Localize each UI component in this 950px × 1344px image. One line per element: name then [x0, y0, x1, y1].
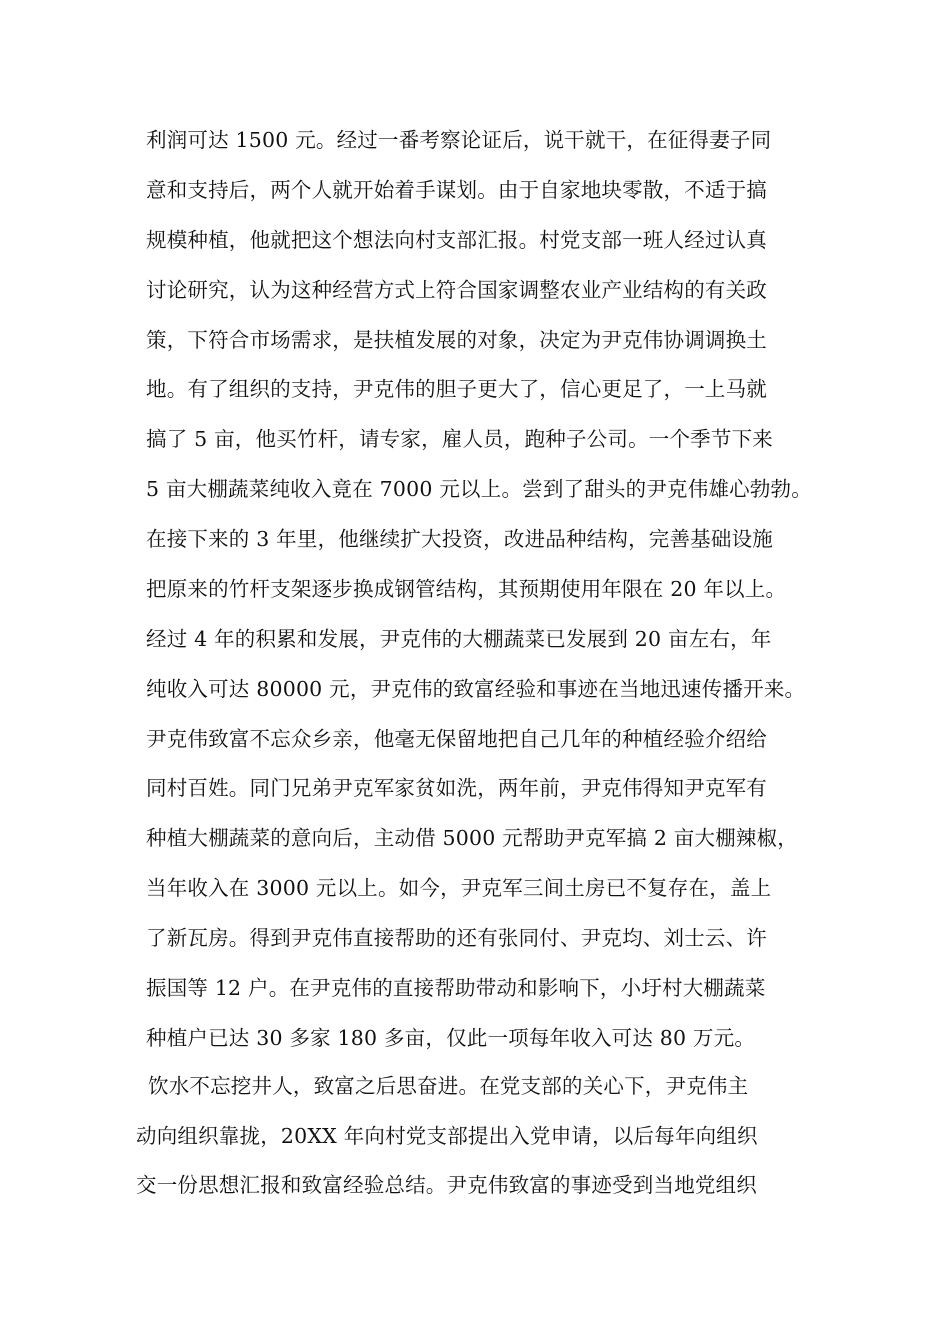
text-line: 交一份思想汇报和致富经验总结。尹克伟致富的事迹受到当地党组织 [136, 1173, 757, 1197]
text-line: 策，下符合市场需求，是扶植发展的对象，决定为尹克伟协调调换土 [146, 328, 767, 352]
text-line: 规模种植，他就把这个想法向村支部汇报。村党支部一班人经过认真 [146, 228, 767, 252]
text-line: 动向组织靠拢，20XX 年向村党支部提出入党申请，以后每年向组织 [136, 1124, 758, 1148]
text-line: 搞了 5 亩，他买竹杆，请专家，雇人员，跑种子公司。一个季节下来 [146, 427, 773, 451]
text-line: 当年收入在 3000 元以上。如今，尹克军三间土房已不复存在，盖上 [146, 876, 772, 900]
text-line: 同村百姓。同门兄弟尹克军家贫如洗，两年前，尹克伟得知尹克军有 [146, 776, 767, 800]
text-line: 饮水不忘挖井人，致富之后思奋进。在党支部的关心下，尹克伟主 [148, 1074, 749, 1098]
text-line: 在接下来的 3 年里，他继续扩大投资，改进品种结构，完善基础设施 [146, 527, 773, 551]
text-line: 振国等 12 户。在尹克伟的直接帮助带动和影响下，小圩村大棚蔬菜 [146, 976, 766, 1000]
text-line: 把原来的竹杆支架逐步换成钢管结构，其预期使用年限在 20 年以上。 [146, 577, 787, 601]
text-line: 种植户已达 30 多家 180 多亩，仅此一项每年收入可达 80 万元。 [146, 1026, 756, 1050]
text-line: 地。有了组织的支持，尹克伟的胆子更大了，信心更足了，一上马就 [146, 377, 767, 401]
text-line: 纯收入可达 80000 元，尹克伟的致富经验和事迹在当地迅速传播开来。 [146, 677, 806, 701]
text-line: 利润可达 1500 元。经过一番考察论证后，说干就干，在征得妻子同 [146, 128, 772, 152]
text-line: 5 亩大棚蔬菜纯收入竟在 7000 元以上。尝到了甜头的尹克伟雄心勃勃。 [146, 477, 812, 501]
text-line: 尹克伟致富不忘众乡亲，他毫无保留地把自己几年的种植经验介绍给 [146, 727, 767, 751]
text-line: 讨论研究，认为这种经营方式上符合国家调整农业产业结构的有关政 [146, 278, 767, 302]
text-line: 经过 4 年的积累和发展，尹克伟的大棚蔬菜已发展到 20 亩左右，年 [146, 627, 772, 651]
text-line: 种植大棚蔬菜的意向后，主动借 5000 元帮助尹克军搞 2 亩大棚辣椒， [146, 826, 798, 850]
text-line: 意和支持后，两个人就开始着手谋划。由于自家地块零散，不适于搞 [146, 178, 767, 202]
text-line: 了新瓦房。得到尹克伟直接帮助的还有张同付、尹克均、刘士云、许 [146, 926, 767, 950]
